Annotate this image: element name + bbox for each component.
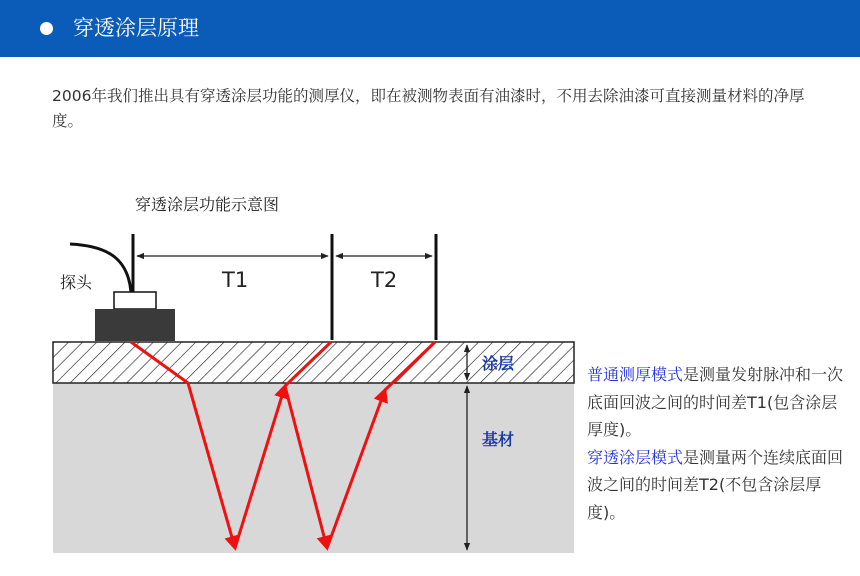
normal-mode-text: 是测量发射脉冲和一次底面回波之间的时间差T1(包含涂层厚度)。 bbox=[587, 365, 844, 439]
probe-block bbox=[95, 309, 175, 341]
through-mode-term: 穿透涂层模式 bbox=[587, 447, 684, 467]
intro-paragraph: 2006年我们推出具有穿透涂层功能的测厚仪，即在被测物表面有油漆时，不用去除油漆可直接测量材料的净厚度。 bbox=[52, 87, 805, 130]
diagram-caption: 穿透涂层功能示意图 bbox=[135, 195, 280, 214]
mode-description bbox=[587, 361, 847, 526]
through-mode-text: 是测量两个连续底面回波之间的时间差T2(不包含涂层厚度)。 bbox=[587, 447, 844, 522]
substrate-layer bbox=[53, 383, 574, 553]
normal-mode-term: 普通测厚模式 bbox=[587, 365, 684, 384]
substrate-label: 基材 bbox=[482, 430, 515, 449]
section-header bbox=[0, 0, 860, 57]
coating-label: 涂层 bbox=[482, 354, 515, 373]
t2-label: T2 bbox=[371, 268, 398, 292]
t1-label: T1 bbox=[222, 268, 249, 292]
section-title: 穿透涂层原理 bbox=[73, 16, 199, 40]
probe-label: 探头 bbox=[60, 273, 93, 292]
bullet-dot-icon bbox=[40, 22, 53, 35]
probe-head bbox=[114, 292, 156, 309]
